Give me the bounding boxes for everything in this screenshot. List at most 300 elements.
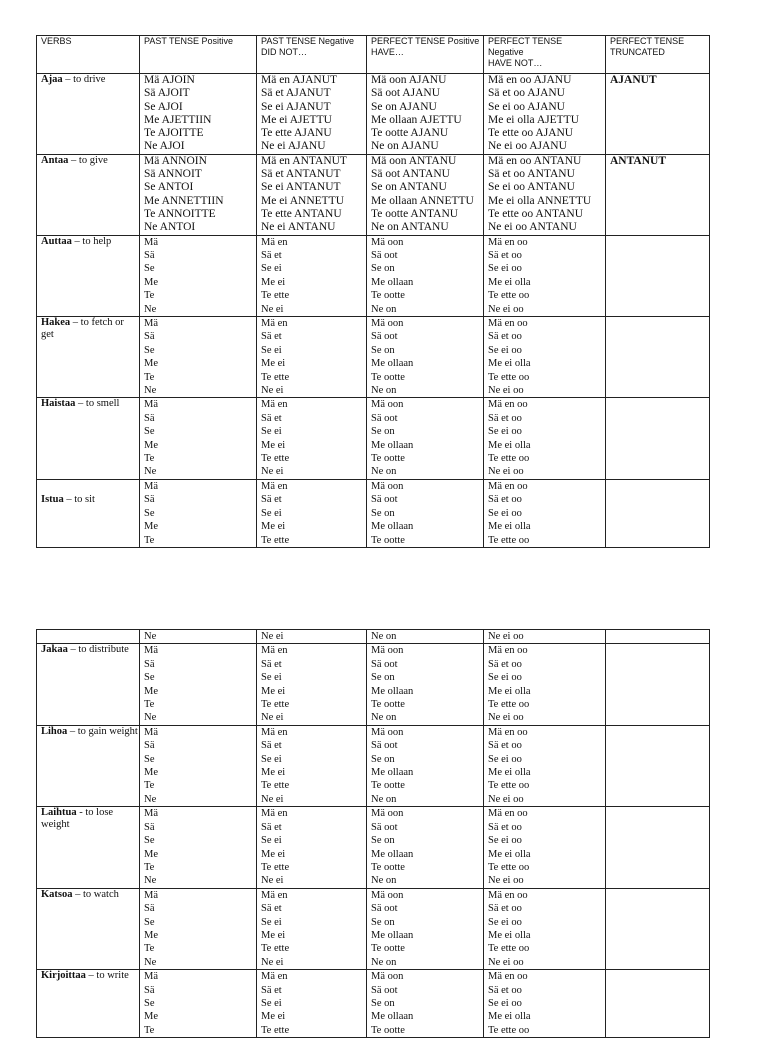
verb-meaning: – to distribute	[67, 644, 129, 656]
conjugation-form: Me ei olla	[488, 439, 531, 451]
verb-cell	[37, 317, 140, 398]
verb-cell	[37, 970, 140, 1038]
perfect-tense-positive-cell	[367, 398, 484, 479]
conjugation-form: Mä oon AJANU	[371, 74, 447, 86]
conjugation-form: Sä et oo	[488, 249, 522, 261]
conjugation-form: Sä et AJANUT	[261, 87, 331, 100]
conjugation-form: Mä en	[261, 645, 288, 657]
verb-row	[37, 74, 710, 155]
conjugation-form: Se ei oo	[488, 507, 522, 519]
conjugation-form: Se	[144, 916, 155, 928]
column-header	[37, 36, 140, 74]
conjugation-form: Ne ei oo	[488, 956, 524, 968]
column-header-line: PAST TENSE Negative	[261, 36, 355, 46]
perfect-tense-positive-cell	[367, 74, 484, 155]
verb-infinitive: Antaa	[41, 154, 69, 166]
verb-cell	[37, 644, 140, 725]
perfect-tense-negative-cell	[484, 154, 606, 235]
conjugation-form: Sä et	[261, 412, 282, 424]
conjugation-form: Te ette	[261, 699, 290, 711]
conjugation-form: Sä et oo	[488, 412, 522, 424]
conjugation-form: Me	[144, 521, 158, 533]
conjugation-form: Te ootte	[371, 780, 405, 792]
conjugation-form: Ne ei oo	[488, 385, 524, 397]
conjugation-form: Se ANTOI	[144, 181, 194, 194]
conjugation-form: Sä oot AJANU	[371, 87, 441, 100]
conjugation-form: Sä	[144, 658, 155, 670]
conjugation-form: Se on	[371, 344, 395, 356]
truncated-form: ANTANUT	[610, 154, 667, 167]
conjugation-form: Mä AJOIN	[144, 74, 195, 86]
verb-meaning: – to fetch or get	[41, 317, 124, 340]
verb-meaning: – to drive	[62, 74, 106, 85]
verb-cell	[37, 235, 140, 316]
conjugation-form: Se	[144, 997, 155, 1009]
conjugation-form: Te ootte	[371, 453, 405, 465]
conjugation-form: Sä	[144, 412, 155, 424]
conjugation-form: Mä en	[261, 399, 288, 411]
conjugation-form: Ne ei	[261, 956, 284, 968]
verb-infinitive: Haistaa	[41, 398, 76, 410]
past-tense-negative-cell	[257, 970, 367, 1038]
conjugation-form: Mä en oo AJANU	[488, 74, 572, 86]
conjugation-form: Te ette	[261, 534, 290, 546]
perfect-tense-truncated-cell	[606, 235, 710, 316]
conjugation-form: Mä en oo	[488, 399, 528, 411]
perfect-tense-positive-cell	[367, 154, 484, 235]
conjugation-form: Te ootte	[371, 943, 405, 955]
conjugation-form: Sä oot ANTANU	[371, 168, 450, 181]
conjugation-form: Me ei olla	[488, 358, 531, 370]
conjugation-form: Me ei	[261, 439, 286, 451]
conjugation-form: Ne on	[371, 956, 397, 968]
conjugation-form: Sä et	[261, 658, 282, 670]
conjugation-form: Ne	[144, 875, 157, 887]
conjugation-form: Mä oon	[371, 971, 404, 983]
conjugation-form: Me ei	[261, 1011, 286, 1023]
verb-row	[37, 807, 710, 888]
conjugation-form: Sä et oo	[488, 658, 522, 670]
conjugation-form: Me ei olla	[488, 685, 531, 697]
past-tense-negative-cell	[257, 807, 367, 888]
perfect-tense-truncated-cell	[606, 725, 710, 806]
conjugation-form: Se ei oo	[488, 344, 522, 356]
conjugation-form: Me ei AJETTU	[261, 113, 332, 126]
column-header-line: VERBS	[41, 36, 72, 46]
conjugation-form: Mä	[144, 808, 158, 820]
conjugation-form: Se ei	[261, 263, 282, 275]
conjugation-form: Ne on	[371, 793, 397, 805]
conjugation-form: Sä et oo AJANU	[488, 87, 565, 100]
conjugation-form: Me	[144, 1011, 158, 1023]
conjugation-form: Se ei	[261, 753, 282, 765]
conjugation-form: Sä	[144, 984, 155, 996]
conjugation-table-page-1	[36, 35, 709, 548]
conjugation-form: Sä et oo	[488, 821, 522, 833]
verb-meaning: – to watch	[72, 888, 119, 900]
past-tense-negative-cell	[257, 630, 367, 644]
conjugation-form: Te ette oo ANTANU	[488, 207, 584, 220]
conjugation-form: Mä en	[261, 318, 288, 329]
conjugation-form: Te ootte	[371, 699, 405, 711]
conjugation-form: Mä	[144, 236, 158, 248]
perfect-tense-negative-cell	[484, 725, 606, 806]
conjugation-form: Me ei olla	[488, 1011, 531, 1023]
conjugation-form: Sä oot	[371, 412, 398, 424]
perfect-tense-positive-cell	[367, 644, 484, 725]
conjugation-form: Se on	[371, 263, 395, 275]
conjugation-form: Sä et	[261, 331, 282, 343]
conjugation-form: Sä	[144, 494, 155, 506]
conjugation-form: Sä ANNOIT	[144, 168, 202, 181]
perfect-tense-truncated-cell	[606, 398, 710, 479]
conjugation-form: Mä en oo ANTANU	[488, 154, 582, 167]
conjugation-form: Me ei olla	[488, 929, 531, 941]
conjugation-form: Se on	[371, 507, 395, 519]
conjugation-form: Te ootte	[371, 861, 405, 873]
conjugation-form: Me	[144, 276, 158, 288]
verb-infinitive: Ajaa	[41, 74, 63, 85]
column-header-line: PAST TENSE Positive	[144, 36, 234, 46]
conjugation-form: Te	[144, 780, 155, 792]
conjugation-form: Se ei oo	[488, 916, 522, 928]
conjugation-form: Te ette oo	[488, 534, 530, 546]
header-row	[37, 36, 710, 74]
conjugation-form: Mä oon	[371, 889, 404, 901]
perfect-tense-truncated-cell	[606, 970, 710, 1038]
conjugation-form: Sä oot	[371, 249, 398, 261]
conjugation-form: Ne ei oo	[488, 712, 524, 724]
conjugation-form: Mä oon	[371, 318, 404, 329]
conjugation-form: Se ei	[261, 835, 282, 847]
conjugation-form: Mä en oo	[488, 971, 528, 983]
past-tense-positive-cell	[140, 630, 257, 644]
conjugation-form: Te ette ANTANU	[261, 207, 342, 220]
conjugation-form: Mä oon	[371, 726, 404, 738]
conjugation-form: Te	[144, 290, 155, 302]
verb-infinitive: Lihoa	[41, 725, 68, 737]
conjugation-form: Mä	[144, 889, 158, 901]
conjugation-form: Se	[144, 507, 155, 519]
verb-infinitive: Kirjoittaa	[41, 970, 86, 982]
conjugation-form: Sä et	[261, 903, 282, 915]
conjugation-form: Ne on	[371, 385, 397, 397]
conjugation-form: Me ei	[261, 521, 286, 533]
verb-row	[37, 970, 710, 1038]
conjugation-form: Me ei olla	[488, 521, 531, 533]
conjugation-form: Mä en oo	[488, 318, 528, 329]
conjugation-form: Mä en	[261, 808, 288, 820]
conjugation-form: Te ootte ANTANU	[371, 207, 459, 220]
verb-row	[37, 630, 710, 644]
conjugation-form: Se	[144, 344, 155, 356]
conjugation-form: Sä et oo	[488, 903, 522, 915]
past-tense-negative-cell	[257, 888, 367, 969]
perfect-tense-negative-cell	[484, 807, 606, 888]
verb-cell	[37, 74, 140, 155]
conjugation-form: Ne	[144, 303, 157, 315]
conjugation-form: Mä en oo	[488, 808, 528, 820]
past-tense-negative-cell	[257, 74, 367, 155]
conjugation-form: Se ei oo	[488, 672, 522, 684]
verb-cell	[37, 807, 140, 888]
conjugation-form: Te ette oo	[488, 453, 530, 465]
conjugation-form: Se on	[371, 753, 395, 765]
conjugation-form: Se ei oo ANTANU	[488, 181, 575, 194]
conjugation-form: Mä oon	[371, 480, 404, 492]
past-tense-positive-cell	[140, 74, 257, 155]
perfect-tense-negative-cell	[484, 235, 606, 316]
conjugation-form: Ne ei AJANU	[261, 140, 326, 153]
past-tense-negative-cell	[257, 235, 367, 316]
conjugation-form: Me ei	[261, 276, 286, 288]
conjugation-form: Sä oot	[371, 740, 398, 752]
conjugation-form: Mä en oo	[488, 480, 528, 492]
conjugation-form: Te ootte	[371, 1024, 405, 1036]
perfect-tense-negative-cell	[484, 970, 606, 1038]
conjugation-form: Mä	[144, 318, 158, 329]
verb-infinitive: Hakea	[41, 317, 71, 328]
conjugation-form: Se ei	[261, 344, 282, 356]
column-header	[606, 36, 710, 74]
verb-cell	[37, 630, 140, 644]
conjugation-form: Mä oon	[371, 808, 404, 820]
conjugation-form: Te ette	[261, 943, 290, 955]
conjugation-form: Ne AJOI	[144, 140, 185, 153]
verb-infinitive: Katsoa	[41, 888, 73, 900]
conjugation-form: Ne ei oo	[488, 303, 524, 315]
verb-cell	[37, 725, 140, 806]
conjugation-form: Mä en AJANUT	[261, 74, 338, 86]
perfect-tense-positive-cell	[367, 888, 484, 969]
conjugation-form: Mä oon	[371, 399, 404, 411]
conjugation-form: Ne ei oo	[488, 793, 524, 805]
conjugation-form: Me ei	[261, 929, 286, 941]
verb-meaning: – to smell	[75, 398, 120, 410]
conjugation-form: Te AJOITTE	[144, 127, 204, 140]
conjugation-form: Se ei	[261, 916, 282, 928]
conjugation-form: Ne	[144, 793, 157, 805]
perfect-tense-positive-cell	[367, 970, 484, 1038]
conjugation-form: Sä et	[261, 984, 282, 996]
verb-meaning: – to help	[71, 235, 112, 247]
conjugation-form: Me ei	[261, 767, 286, 779]
conjugation-form: Sä oot	[371, 903, 398, 915]
perfect-tense-positive-cell	[367, 317, 484, 398]
conjugation-form: Se ei ANTANUT	[261, 181, 341, 194]
conjugation-form: Se on	[371, 916, 395, 928]
verb-meaning: – to give	[68, 154, 108, 166]
conjugation-form: Se ei oo	[488, 997, 522, 1009]
conjugation-form: Ne on	[371, 631, 397, 642]
conjugation-form: Mä en oo	[488, 889, 528, 901]
perfect-tense-truncated-cell	[606, 644, 710, 725]
conjugation-form: Me ollaan ANNETTU	[371, 194, 474, 207]
conjugation-form: Ne ANTOI	[144, 221, 196, 234]
conjugation-form: Ne ei oo	[488, 875, 524, 887]
conjugation-form: Ne ei	[261, 385, 284, 397]
column-header-line: PERFECT TENSE Positive	[371, 36, 480, 46]
conjugation-form: Sä et oo	[488, 984, 522, 996]
conjugation-form: Mä	[144, 971, 158, 983]
conjugation-form: Ne ei	[261, 875, 284, 887]
perfect-tense-truncated-cell	[606, 479, 710, 547]
conjugation-form: Me ollaan AJETTU	[371, 113, 462, 126]
verb-meaning: – to gain weight	[67, 725, 138, 737]
conjugation-form: Sä	[144, 249, 155, 261]
conjugation-form: Sä oot	[371, 821, 398, 833]
column-header	[257, 36, 367, 74]
conjugation-form: Te ette AJANU	[261, 127, 332, 140]
conjugation-form: Se	[144, 426, 155, 438]
conjugation-form: Me ollaan	[371, 685, 414, 697]
column-header-line: Negative	[488, 47, 524, 57]
conjugation-form: Mä oon	[371, 236, 404, 248]
past-tense-positive-cell	[140, 154, 257, 235]
verb-cell	[37, 398, 140, 479]
conjugation-form: Te ootte	[371, 290, 405, 302]
past-tense-positive-cell	[140, 725, 257, 806]
conjugation-form: Se	[144, 753, 155, 765]
conjugation-form: Me ei	[261, 848, 286, 860]
column-header-line: PERFECT TENSE	[488, 36, 563, 46]
conjugation-form: Mä oon ANTANU	[371, 154, 457, 167]
conjugation-form: Me ei olla	[488, 276, 531, 288]
conjugation-form: Mä en ANTANUT	[261, 154, 347, 167]
conjugation-form: Te	[144, 861, 155, 873]
conjugation-form: Se on	[371, 672, 395, 684]
conjugation-form: Ne on ANTANU	[371, 221, 449, 234]
conjugation-form: Ne	[144, 956, 157, 968]
past-tense-positive-cell	[140, 398, 257, 479]
column-header-line: HAVE NOT…	[488, 58, 543, 68]
conjugation-form: Ne	[144, 712, 157, 724]
conjugation-form: Ne on	[371, 303, 397, 315]
conjugation-form: Te	[144, 534, 155, 546]
conjugation-form: Me	[144, 439, 158, 451]
conjugation-form: Te	[144, 1024, 155, 1036]
perfect-tense-positive-cell	[367, 807, 484, 888]
verb-infinitive: Jakaa	[41, 644, 68, 656]
conjugation-form: Sä	[144, 903, 155, 915]
conjugation-form: Mä	[144, 645, 158, 657]
conjugation-form: Sä	[144, 821, 155, 833]
conjugation-form: Te	[144, 453, 155, 465]
conjugation-form: Se ei AJANUT	[261, 100, 331, 113]
conjugation-form: Te ette	[261, 453, 290, 465]
conjugation-form: Mä oon	[371, 645, 404, 657]
verb-cell	[37, 479, 140, 547]
conjugation-form: Sä et	[261, 249, 282, 261]
conjugation-form: Me ei olla ANNETTU	[488, 194, 592, 207]
conjugation-form: Se ei oo	[488, 835, 522, 847]
column-header	[367, 36, 484, 74]
conjugation-form: Ne ei oo	[488, 466, 524, 478]
conjugation-form: Me	[144, 929, 158, 941]
conjugation-form: Ne ei ANTANU	[261, 221, 336, 234]
column-header	[140, 36, 257, 74]
conjugation-form: Sä et	[261, 494, 282, 506]
conjugation-form: Mä	[144, 726, 158, 738]
conjugation-form: Sä oot	[371, 658, 398, 670]
column-header-line: DID NOT…	[261, 47, 307, 57]
conjugation-form: Ne ei oo AJANU	[488, 140, 567, 153]
conjugation-form: Me	[144, 767, 158, 779]
perfect-tense-negative-cell	[484, 644, 606, 725]
conjugation-form: Te ANNOITTE	[144, 207, 216, 220]
perfect-tense-negative-cell	[484, 888, 606, 969]
conjugation-form: Te ette	[261, 861, 290, 873]
verb-row	[37, 235, 710, 316]
conjugation-form: Ne on	[371, 466, 397, 478]
conjugation-form: Me ei ANNETTU	[261, 194, 345, 207]
verb-row	[37, 154, 710, 235]
conjugation-form: Sä AJOIT	[144, 87, 190, 100]
conjugation-form: Ne	[144, 466, 157, 478]
conjugation-form: Te ette oo	[488, 1024, 530, 1036]
perfect-tense-negative-cell	[484, 398, 606, 479]
conjugation-form: Ne ei	[261, 712, 284, 724]
conjugation-form: Te ette	[261, 371, 290, 383]
conjugation-form: Me AJETTIIN	[144, 113, 212, 126]
conjugation-form: Se on	[371, 426, 395, 438]
conjugation-form: Sä et oo ANTANU	[488, 168, 575, 181]
conjugation-form: Te ette	[261, 1024, 290, 1036]
verb-row	[37, 725, 710, 806]
past-tense-negative-cell	[257, 725, 367, 806]
conjugation-form: Te ette oo AJANU	[488, 127, 574, 140]
perfect-tense-truncated-cell	[606, 317, 710, 398]
column-header	[484, 36, 606, 74]
conjugation-form: Me ei olla AJETTU	[488, 113, 580, 126]
conjugation-form: Me	[144, 685, 158, 697]
verb-meaning: – to sit	[63, 493, 95, 505]
past-tense-positive-cell	[140, 888, 257, 969]
perfect-tense-truncated-cell	[606, 630, 710, 644]
conjugation-form: Te ette oo	[488, 290, 530, 302]
conjugation-form: Ne	[144, 385, 157, 397]
perfect-tense-negative-cell	[484, 317, 606, 398]
conjugation-form: Se ei oo	[488, 426, 522, 438]
conjugation-table-page-2	[36, 629, 709, 1036]
conjugation-form: Me ollaan	[371, 521, 414, 533]
past-tense-negative-cell	[257, 154, 367, 235]
past-tense-positive-cell	[140, 644, 257, 725]
conjugation-form: Sä	[144, 740, 155, 752]
conjugation-form: Ne ei	[261, 466, 284, 478]
conjugation-form: Ne ei oo ANTANU	[488, 221, 577, 234]
verb-row	[37, 398, 710, 479]
conjugation-form: Te ette oo	[488, 780, 530, 792]
conjugation-form: Me	[144, 358, 158, 370]
perfect-tense-positive-cell	[367, 479, 484, 547]
verb-row	[37, 888, 710, 969]
past-tense-positive-cell	[140, 317, 257, 398]
conjugation-form: Mä ANNOIN	[144, 154, 207, 167]
conjugation-form: Mä en	[261, 726, 288, 738]
conjugation-form: Me ollaan	[371, 439, 414, 451]
conjugation-form: Mä en	[261, 236, 288, 248]
conjugation-form: Se ei	[261, 507, 282, 519]
conjugation-form: Me ollaan	[371, 1011, 414, 1023]
conjugation-form: Se ei oo AJANU	[488, 100, 565, 113]
conjugation-form: Sä et oo	[488, 740, 522, 752]
conjugation-form: Ne on	[371, 875, 397, 887]
conjugation-form: Sä et	[261, 740, 282, 752]
conjugation-form: Ne ei oo	[488, 631, 524, 642]
conjugation-form: Ne ei	[261, 793, 284, 805]
perfect-tense-truncated-cell	[606, 154, 710, 235]
